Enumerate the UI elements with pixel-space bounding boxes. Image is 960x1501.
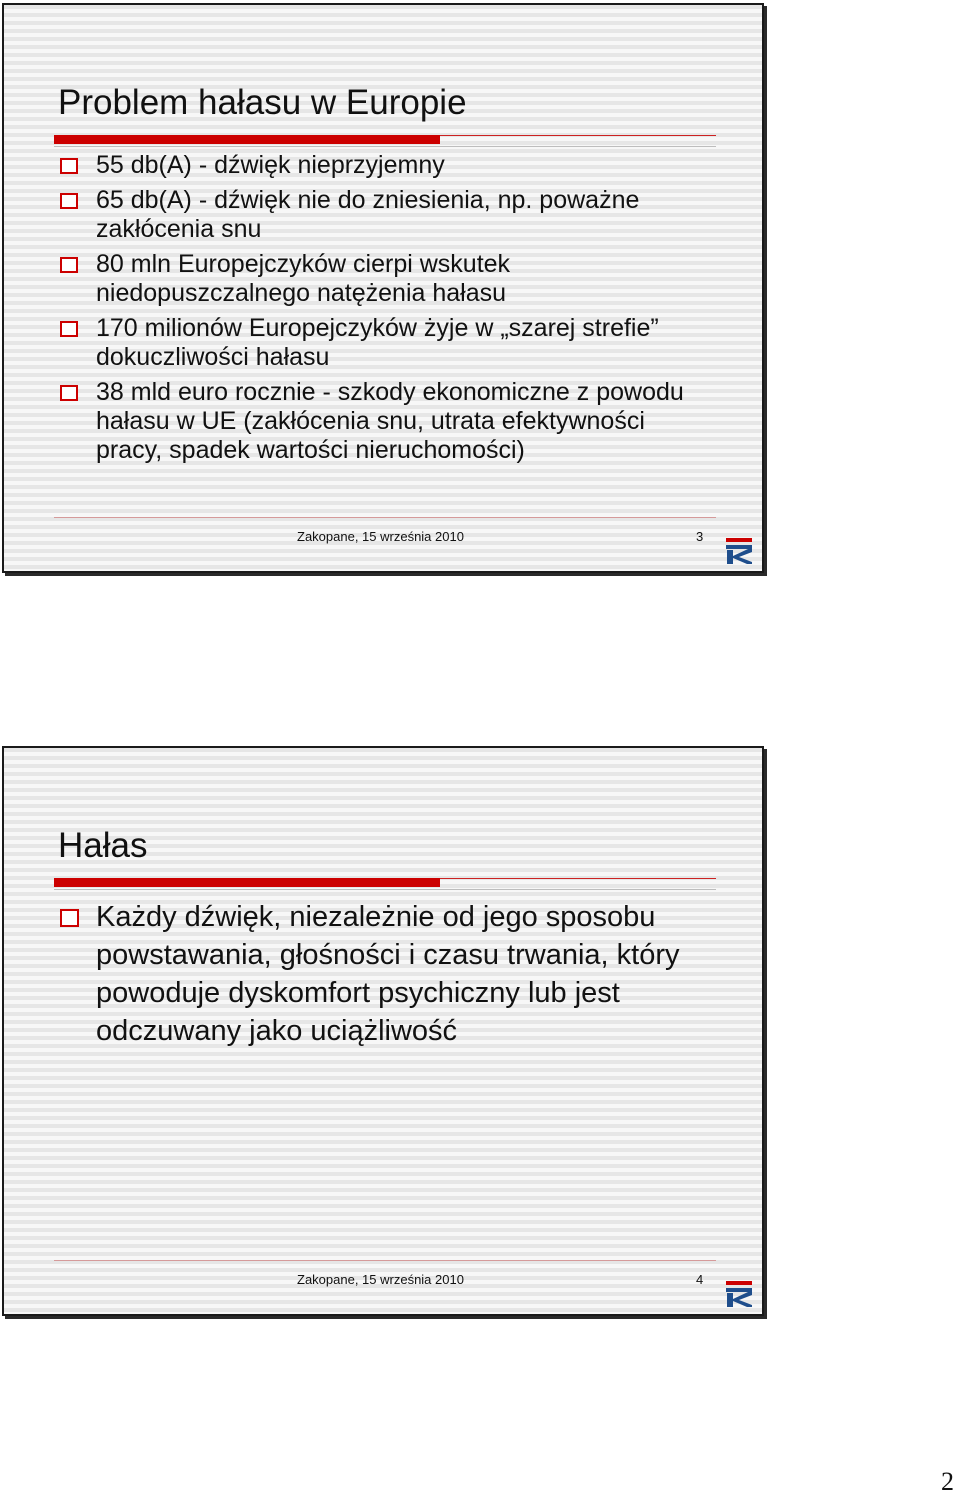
title-underline-gray [54, 889, 716, 890]
footer-divider [54, 1260, 716, 1261]
square-bullet-icon [60, 158, 78, 174]
bullet-item [56, 186, 706, 244]
bullet-text: 55 db(A) - dźwięk nieprzyjemny [96, 151, 445, 179]
institution-logo-icon [726, 538, 752, 564]
institution-logo-icon [726, 1281, 752, 1307]
page-number: 2 [941, 1467, 954, 1496]
slide-number: 3 [696, 529, 704, 544]
bullet-text: 80 mln Europejczyków cierpi wskutek niedopuszczalnego natężenia hałasu [96, 250, 511, 307]
title-underline-red [54, 135, 440, 144]
square-bullet-icon [60, 193, 78, 209]
title-underline-red [54, 878, 440, 887]
bullet-item [56, 314, 706, 372]
bullet-item [56, 151, 706, 180]
square-bullet-icon [60, 257, 78, 273]
bullet-item [56, 378, 706, 465]
bullet-list [56, 151, 706, 471]
slide-4 [2, 746, 764, 1316]
slide-footer: Zakopane, 15 września 2010 [297, 1272, 464, 1287]
bullet-item [56, 898, 706, 1050]
slide-number: 4 [696, 1272, 704, 1287]
slide-title: Problem hałasu w Europie [58, 83, 467, 122]
title-underline-thin [440, 878, 716, 879]
slide-title: Hałas [58, 826, 148, 865]
bullet-item [56, 250, 706, 308]
footer-divider [54, 517, 716, 518]
title-underline-gray [54, 146, 716, 147]
square-bullet-icon [60, 909, 79, 927]
bullet-text: 38 mld euro rocznie - szkody ekonomiczne z powodu hałasu w UE (zakłócenia snu, utrata efektywności pracy, spadek wartości nieruchomości) [96, 378, 684, 464]
square-bullet-icon [60, 321, 78, 337]
bullet-list [56, 898, 706, 1050]
title-underline-thin [440, 135, 716, 136]
slide-footer: Zakopane, 15 września 2010 [297, 529, 464, 544]
bullet-text: Każdy dźwięk, niezależnie od jego sposobu powstawania, głośności i czasu trwania, który powoduje dyskomfort psychiczny lub jest odczuwany jako uciążliwość [96, 901, 680, 1047]
bullet-text: 65 db(A) - dźwięk nie do zniesienia, np. poważne zakłócenia snu [96, 186, 640, 243]
square-bullet-icon [60, 385, 78, 401]
bullet-text: 170 milionów Europejczyków żyje w „szarej strefie” dokuczliwości hałasu [96, 314, 659, 371]
slide-3 [2, 3, 764, 573]
